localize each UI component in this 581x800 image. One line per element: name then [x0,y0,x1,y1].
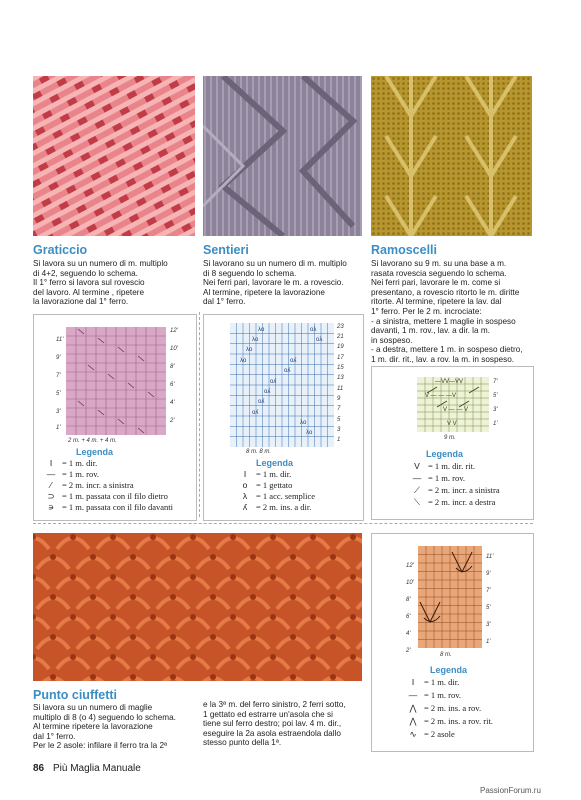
sentieri-legend-item: λ = 1 acc. semplice [234,491,315,501]
graticcio-legend-item: I = 1 m. dir. [40,458,97,468]
punto-ciuffetti-row-label: 11' [486,554,494,560]
slip-front-symbol-icon: ∍ [47,502,55,512]
svg-text:λo: λo [258,327,265,333]
ramoscelli-row-label: 7' [493,379,498,385]
svg-text:—VV—VV: —VV—VV [435,379,464,385]
sentieri-row-label: 21 [337,334,344,340]
punto-ciuffetti-row-label: 9' [486,571,491,577]
svg-text:oʎ: oʎ [252,410,259,416]
purl-symbol-icon: — [46,469,56,479]
punto-ciuffetti-legend-item: ⋀ = 2 m. ins. a rov. rit. [402,716,493,727]
sentieri-chart-grid [230,323,334,447]
punto-ciuffetti-chart-grid [418,546,482,648]
watermark: PassionForum.ru [480,786,541,795]
graticcio-chart-box [33,314,197,521]
graticcio-row-label: 1' [56,425,61,431]
graticcio-row-label: 3' [56,409,61,415]
sentieri-row-label: 1 [337,437,341,443]
ramoscelli-legend-title: Legenda [426,449,464,459]
ramoscelli-legend-item: — = 1 m. rov. [406,473,465,483]
graticcio-legend-item: — = 1 m. rov. [40,469,99,479]
k2tog-symbol-icon: ʎ [242,502,248,512]
ramoscelli-instructions: Si lavorano su 9 m. su una base a m. rasata rovescia seguendo lo schema. Nei ferri pari, lavorare le m. come si presentano, a rovescio ritorto le m. diritte ritorte. Al termine, ripetere la lav. dal 1° ferro. Per le 2 m. incrociate: - a sinistra, mettere 1 maglie in sospeso davanti, 1 m. rov., lav. a dir. la m. in sospeso. - a destra, mettere 1 m. in sospeso dietro, 1 m. dir. rit., lav. a rov. la m. in sospeso. [371,259,523,364]
ramoscelli-photo [371,76,532,236]
cross-left-symbol-icon: ⟋ [414,485,420,495]
sentieri-row-label: 11 [337,386,344,392]
punto-ciuffetti-row-label: 4' [406,631,411,637]
page-number: 86 [33,763,45,774]
punto-ciuffetti-row-label: 1' [486,639,491,645]
punto-ciuffetti-row-label: 8' [406,597,411,603]
graticcio-row-label: 4' [170,400,175,406]
sentieri-row-label: 9 [337,396,341,402]
svg-text:oʎ: oʎ [258,399,265,405]
sentieri-photo [203,76,362,236]
graticcio-legend-item: ⁄ = 2 m. incr. a sinistra [40,480,134,490]
ramoscelli-row-label: 1' [493,421,498,427]
punto-ciuffetti-legend-item: ⋀ = 2 m. ins. a rov. [402,703,481,714]
ramoscelli-title: Ramoscelli [371,243,438,257]
graticcio-photo [33,76,195,236]
sentieri-title: Sentieri [203,243,249,257]
punto-ciuffetti-row-label: 7' [486,588,491,594]
knit-symbol-icon: I [243,469,247,479]
sentieri-chart-box [203,314,364,521]
svg-text:oʎ: oʎ [284,368,291,374]
sentieri-repeat-label: 8 m. 8 m. [246,449,272,455]
punto-ciuffetti-row-label: 3' [486,622,491,628]
svg-text:λo: λo [300,420,307,426]
cross-right-symbol-icon: ⟍ [414,497,420,507]
svg-text:oʎ: oʎ [264,389,271,395]
svg-text:V — — V: V — — V [443,407,469,413]
svg-text:λo: λo [246,347,253,353]
graticcio-row-label: 12' [170,328,178,334]
slip-back-symbol-icon: ⊃ [47,491,55,501]
svg-text:oʎ: oʎ [290,358,297,364]
decrease-symbol-icon: λ [242,491,248,501]
graticcio-legend-item: ⊃ = 1 m. passata con il filo dietro [40,491,168,502]
punto-ciuffetti-repeat-label: 8 m. [440,652,452,658]
punto-ciuffetti-chart-box [371,533,534,752]
yarn-over-symbol-icon: o [242,480,248,490]
sentieri-row-label: 13 [337,375,344,381]
graticcio-row-label: 7' [56,373,61,379]
ramoscelli-chart-grid [417,377,489,432]
sentieri-row-label: 15 [337,365,344,371]
magazine-title: Più Maglia Manuale [53,763,141,774]
punto-ciuffetti-row-label: 6' [406,614,411,620]
knit-symbol-icon: I [49,458,53,468]
graticcio-repeat-label: 2 m. + 4 m. + 4 m. [68,438,117,444]
purl-symbol-icon: — [408,690,418,700]
graticcio-legend-title: Legenda [76,447,114,457]
knit-tbl-symbol-icon: V [414,461,420,471]
graticcio-row-label: 9' [56,355,61,361]
sentieri-legend-item: o = 1 gettato [234,480,292,490]
punto-ciuffetti-row-label: 10' [406,580,414,586]
ramoscelli-repeat-label: 9 m. [444,435,456,441]
svg-text:λo: λo [252,337,259,343]
punto-ciuffetti-legend-item: — = 1 m. rov. [402,690,461,700]
graticcio-row-label: 10' [170,346,178,352]
sentieri-legend-title: Legenda [256,458,294,468]
svg-text:oʎ: oʎ [270,379,277,385]
svg-text:oλ: oλ [316,337,323,343]
sentieri-row-label: 23 [337,324,344,330]
graticcio-row-label: 5' [56,391,61,397]
punto-ciuffetti-row-label: 12' [406,563,414,569]
sentieri-row-label: 5 [337,417,341,423]
punto-ciuffetti-legend-item: I = 1 m. dir. [402,677,459,687]
row-divider [33,523,533,524]
purl-symbol-icon: — [412,473,422,483]
sentieri-instructions: Si lavorano su un numero di m. multiplo di 8 seguendo lo schema. Nei ferri pari, lavorare le m. a rovescio. Al termine, ripetere la lavorazione dal 1° ferro. [203,259,347,307]
svg-text:V — — —V: V — — —V [425,393,457,399]
punto-ciuffetti-title: Punto ciuffetti [33,688,118,702]
graticcio-row-label: 11' [56,337,64,343]
sentieri-row-label: 7 [337,406,341,412]
p2tog-symbol-icon: ⋀ [409,703,417,713]
svg-text:oλ: oλ [310,327,317,333]
column-divider [199,312,200,517]
knit-symbol-icon: I [411,677,415,687]
punto-ciuffetti-instructions-col2: e la 3ª m. del ferro sinistro, 2 ferri sotto, 1 gettato ed estrarre un'asola che si tiene sul ferro destro; poi lav. 4 m. dir., eseguire la 2a asola estraendola dallo stesso punto della 1ª. [203,700,346,748]
graticcio-title: Graticcio [33,243,88,257]
svg-text:λo: λo [306,430,313,436]
ramoscelli-legend-item: V = 1 m. dir. rit. [406,461,475,471]
p2tog-tbl-symbol-icon: ⋀ [409,716,417,726]
punto-ciuffetti-legend-item: ∿ = 2 asole [402,729,455,740]
sentieri-legend-item: ʎ = 2 m. ins. a dir. [234,502,311,512]
graticcio-instructions: Si lavora su un numero di m. multiplo di 4+2, seguendo lo schema. Il 1° ferro si lavora sul rovescio del lavoro. Al termine , ripetere la lavorazione dal 1° ferro. [33,259,168,307]
punto-ciuffetti-photo [33,533,362,681]
ramoscelli-row-label: 3' [493,407,498,413]
svg-text:V V: V V [447,421,457,427]
ramoscelli-row-label: 5' [493,393,498,399]
punto-ciuffetti-instructions-col1: Si lavora su un numero di maglie multiplo di 8 (o 4) seguendo lo schema. Al termine ripetere la lavorazione dal 1° ferro. Per le 2 asole: infilare il ferro tra la 2ª [33,703,176,751]
graticcio-row-label: 8' [170,364,175,370]
sentieri-row-label: 3 [337,427,341,433]
punto-ciuffetti-row-label: 5' [486,605,491,611]
ramoscelli-legend-item: ⟋ = 2 m. incr. a sinistra [406,485,500,496]
punto-ciuffetti-legend-title: Legenda [430,665,468,675]
sentieri-legend-item: I = 1 m. dir. [234,469,291,479]
graticcio-row-label: 6' [170,382,175,388]
sentieri-row-label: 17 [337,355,344,361]
graticcio-chart-grid [66,327,166,435]
ramoscelli-legend-item: ⟍ = 2 m. incr. a destra [406,497,495,508]
graticcio-legend-item: ∍ = 1 m. passata con il filo davanti [40,502,173,513]
cross-left-symbol-icon: ⁄ [50,480,52,490]
ramoscelli-chart-box [371,366,534,520]
sentieri-row-label: 19 [337,344,344,350]
loops-symbol-icon: ∿ [409,729,417,739]
graticcio-row-label: 2' [170,418,175,424]
svg-text:λo: λo [240,358,247,364]
punto-ciuffetti-row-label: 2' [406,648,411,654]
